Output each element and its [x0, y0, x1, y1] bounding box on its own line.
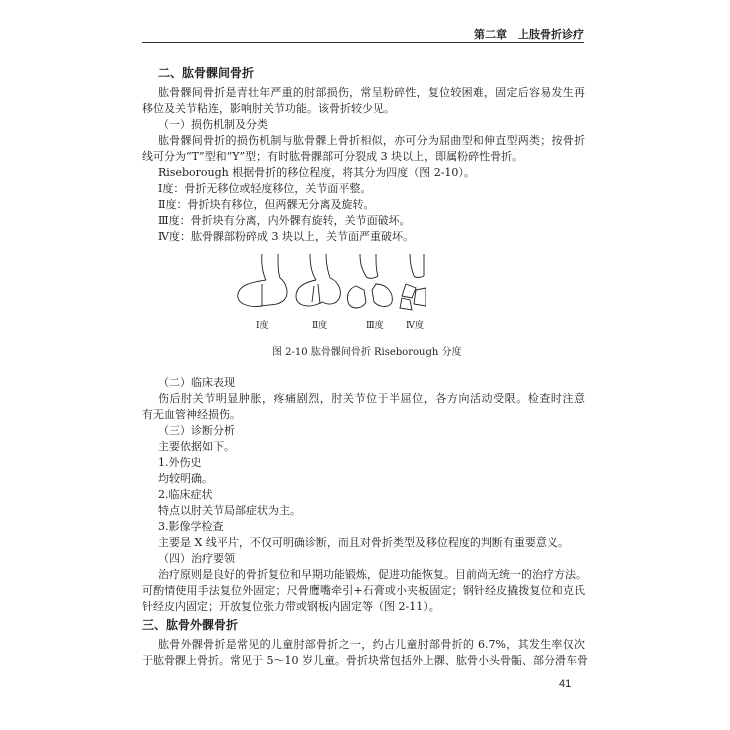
running-header [142, 26, 584, 43]
paragraph-line: Riseborough 根据骨折的移位程度，将其分为四度（图 2-10）。 [158, 166, 475, 179]
paragraph-line: 针经皮内固定；开放复位张力带或钢板内固定等（图 2-11）。 [142, 600, 440, 613]
paragraph-line: 肱骨髁间骨折是青壮年严重的肘部损伤，常呈粉碎性，复位较困难，固定后容易发生再 [158, 86, 585, 99]
paragraph-line: 肱骨外髁骨折是常见的儿童肘部骨折之一，约占儿童肘部骨折的 6.7%，其发生率仅次 [158, 638, 585, 651]
figure-degree-4-drawing [400, 254, 426, 310]
chapter-title: 第二章 上肢骨折诊疗 [474, 28, 584, 41]
paragraph-line: 有无血管神经损伤。 [142, 408, 241, 421]
figure-degree-3-drawing [347, 254, 392, 308]
paragraph-line: 肱骨髁间骨折的损伤机制与肱骨髁上骨折相似，亦可分为屈曲型和伸直型两类；按骨折 [158, 134, 585, 147]
figure-label-degree-2: Ⅱ度 [312, 321, 328, 331]
paragraph-line: 线可分为“T”型和“Y”型；有时肱骨髁部可分裂成 3 块以上，即属粉碎性骨折。 [142, 150, 524, 163]
list-heading: 3.影像学检查 [158, 520, 224, 533]
subsection-heading: （三）诊断分析 [158, 424, 235, 437]
figure-label-degree-1: Ⅰ度 [256, 321, 269, 331]
figure-label-degree-4: Ⅳ度 [406, 321, 424, 331]
list-heading: 1.外伤史 [158, 456, 202, 469]
degree-item: Ⅰ度：骨折无移位或轻度移位，关节面平整。 [158, 182, 372, 195]
section-heading: 二、肱骨髁间骨折 [158, 66, 255, 80]
figure-degree-2-drawing [296, 254, 340, 306]
page-number: 41 [559, 678, 572, 690]
paragraph-line: 特点以肘关节局部症状为主。 [158, 504, 301, 517]
degree-item: Ⅲ度：骨折块有分离，内外髁有旋转，关节面破坏。 [158, 214, 411, 227]
degree-item: Ⅱ度：骨折块有移位，但两髁无分离及旋转。 [158, 198, 375, 211]
paragraph-line: 移位及关节粘连，影响肘关节功能。该骨折较少见。 [142, 102, 395, 115]
section-heading: 三、肱骨外髁骨折 [142, 618, 239, 632]
paragraph-line: 主要是 X 线平片，不仅可明确诊断，而且对骨折类型及移位程度的判断有重要意义。 [158, 536, 569, 549]
paragraph-line: 可酌情使用手法复位外固定；尺骨鹰嘴牵引+石膏或小夹板固定；钢针经皮撬拨复位和克氏 [142, 584, 585, 597]
paragraph-line: 主要依据如下。 [158, 440, 235, 453]
paragraph-line: 均较明确。 [158, 472, 213, 485]
list-heading: 2.临床症状 [158, 488, 213, 501]
figure-caption: 图 2-10 肱骨髁间骨折 Riseborough 分度 [272, 347, 462, 358]
paragraph-line: 于肱骨髁上骨折。常见于 5～10 岁儿童。骨折块常包括外上髁、肱骨小头骨骺、部分滑车骨 [142, 654, 588, 667]
fracture-classification-figure [226, 254, 426, 338]
degree-item: Ⅳ度：肱骨髁部粉碎成 3 块以上，关节面严重破坏。 [158, 230, 414, 243]
paragraph-line: 伤后肘关节明显肿胀，疼痛剧烈，肘关节位于半屈位，各方向活动受限。检查时注意 [158, 392, 585, 405]
subsection-heading: （一）损伤机制及分类 [158, 118, 268, 131]
figure-degree-1-drawing [238, 254, 287, 307]
paragraph-line: 治疗原则是良好的骨折复位和早期功能锻炼，促进功能恢复。目前尚无统一的治疗方法。 [158, 568, 587, 581]
subsection-heading: （四）治疗要领 [158, 552, 235, 565]
subsection-heading: （二）临床表现 [158, 376, 235, 389]
figure-label-degree-3: Ⅲ度 [366, 321, 384, 331]
